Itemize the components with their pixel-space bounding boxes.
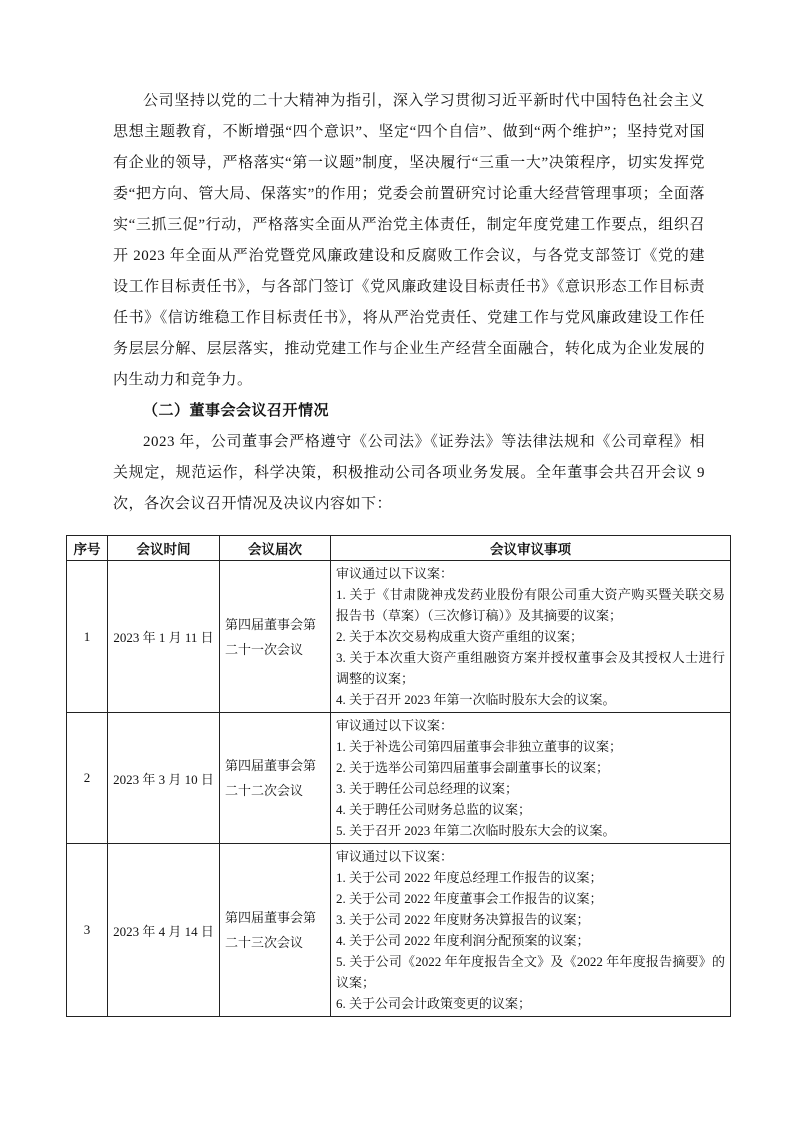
- cell-seq: 3: [67, 844, 108, 1017]
- cell-meeting-time: 2023 年 3 月 10 日: [108, 713, 220, 844]
- agenda-item: 4. 关于公司 2022 年度利润分配预案的议案；: [336, 933, 590, 948]
- agenda-item: 4. 关于聘任公司财务总监的议案；: [336, 802, 532, 817]
- agenda-item: 5. 关于召开 2023 年第二次临时股东大会的议案。: [336, 823, 616, 838]
- cell-meeting-session: 第四届董事会第二十三次会议: [220, 844, 331, 1017]
- agenda-item: 审议通过以下议案：: [336, 849, 454, 864]
- cell-agenda: [331, 561, 731, 713]
- cell-meeting-session: 第四届董事会第二十一次会议: [220, 561, 331, 713]
- agenda-item: 6. 关于公司会计政策变更的议案；: [336, 996, 532, 1011]
- paragraph-board-meetings-intro: 2023 年，公司董事会严格遵守《公司法》《证券法》等法律法规和《公司章程》相关规定，规范运作，科学决策，积极推动公司各项业务发展。全年董事会共召开会议 9 次，各次会议召开情况及决议内容如下：: [113, 434, 705, 512]
- cell-meeting-time: 2023 年 4 月 14 日: [108, 844, 220, 1017]
- agenda-item: 3. 关于公司 2022 年度财务决算报告的议案；: [336, 912, 590, 927]
- table-row: [67, 713, 731, 844]
- agenda-item: 4. 关于召开 2023 年第一次临时股东大会的议案。: [336, 692, 616, 707]
- section-heading-board-meetings: （二）董事会会议召开情况: [143, 403, 330, 419]
- table-header-row: [67, 536, 731, 561]
- col-header-seq: 序号: [67, 536, 108, 561]
- agenda-item: 2. 关于本次交易构成重大资产重组的议案；: [336, 629, 584, 644]
- board-meetings-table: [66, 535, 731, 1017]
- paragraph-party-building: 公司坚持以党的二十大精神为指引，深入学习贯彻习近平新时代中国特色社会主义思想主题教育，不断增强“四个意识”、坚定“四个自信”、做到“两个维护”；坚持党对国有企业的领导，严格落实“第一议题”制度，坚决履行“三重一大”决策程序，切实发挥党委“把方向、管大局、保落实”的作用；党委会前置研究讨论重大经营管理事项；全面落实“三抓三促”行动，严格落实全面从严治党主体责任，制定年度党建工作要点，组织召开 2023 年全面从严治党暨党风廉政建设和反腐败工作会议，与各党支部签订《党的建设工作目标责任书》，与各部门签订《党风廉政建设目标责任书》《意识形态工作目标责任书》《信访维稳工作目标责任书》，将从严治党责任、党建工作与党风廉政建设工作任务层层分解、层层落实，推动党建工作与企业生产经营全面融合，转化成为企业发展的内生动力和竞争力。: [113, 93, 705, 388]
- table-row: [67, 844, 731, 1017]
- agenda-item: 1. 关于公司 2022 年度总经理工作报告的议案；: [336, 870, 603, 885]
- table-row: [67, 561, 731, 713]
- agenda-item: 审议通过以下议案：: [336, 718, 454, 733]
- agenda-item: 3. 关于聘任公司总经理的议案；: [336, 781, 519, 796]
- cell-agenda: [331, 844, 731, 1017]
- cell-meeting-session: 第四届董事会第二十二次会议: [220, 713, 331, 844]
- cell-agenda: [331, 713, 731, 844]
- agenda-item: 1. 关于《甘肃陇神戎发药业股份有限公司重大资产购买暨关联交易报告书（草案）（三次修订稿）》及其摘要的议案；: [336, 587, 725, 623]
- col-header-meeting-time: 会议时间: [108, 536, 220, 561]
- agenda-item: 3. 关于本次重大资产重组融资方案并授权董事会及其授权人士进行调整的议案；: [336, 650, 725, 686]
- agenda-item: 审议通过以下议案：: [336, 566, 454, 581]
- agenda-item: 5. 关于公司《2022 年年度报告全文》及《2022 年年度报告摘要》的议案；: [336, 954, 725, 990]
- agenda-item: 2. 关于选举公司第四届董事会副董事长的议案；: [336, 760, 610, 775]
- col-header-agenda: 会议审议事项: [331, 536, 731, 561]
- agenda-item: 2. 关于公司 2022 年度董事会工作报告的议案；: [336, 891, 603, 906]
- cell-seq: 1: [67, 561, 108, 713]
- cell-seq: 2: [67, 713, 108, 844]
- agenda-item: 1. 关于补选公司第四届董事会非独立董事的议案；: [336, 739, 623, 754]
- col-header-meeting-session: 会议届次: [220, 536, 331, 561]
- cell-meeting-time: 2023 年 1 月 11 日: [108, 561, 220, 713]
- page-content: [66, 86, 730, 1017]
